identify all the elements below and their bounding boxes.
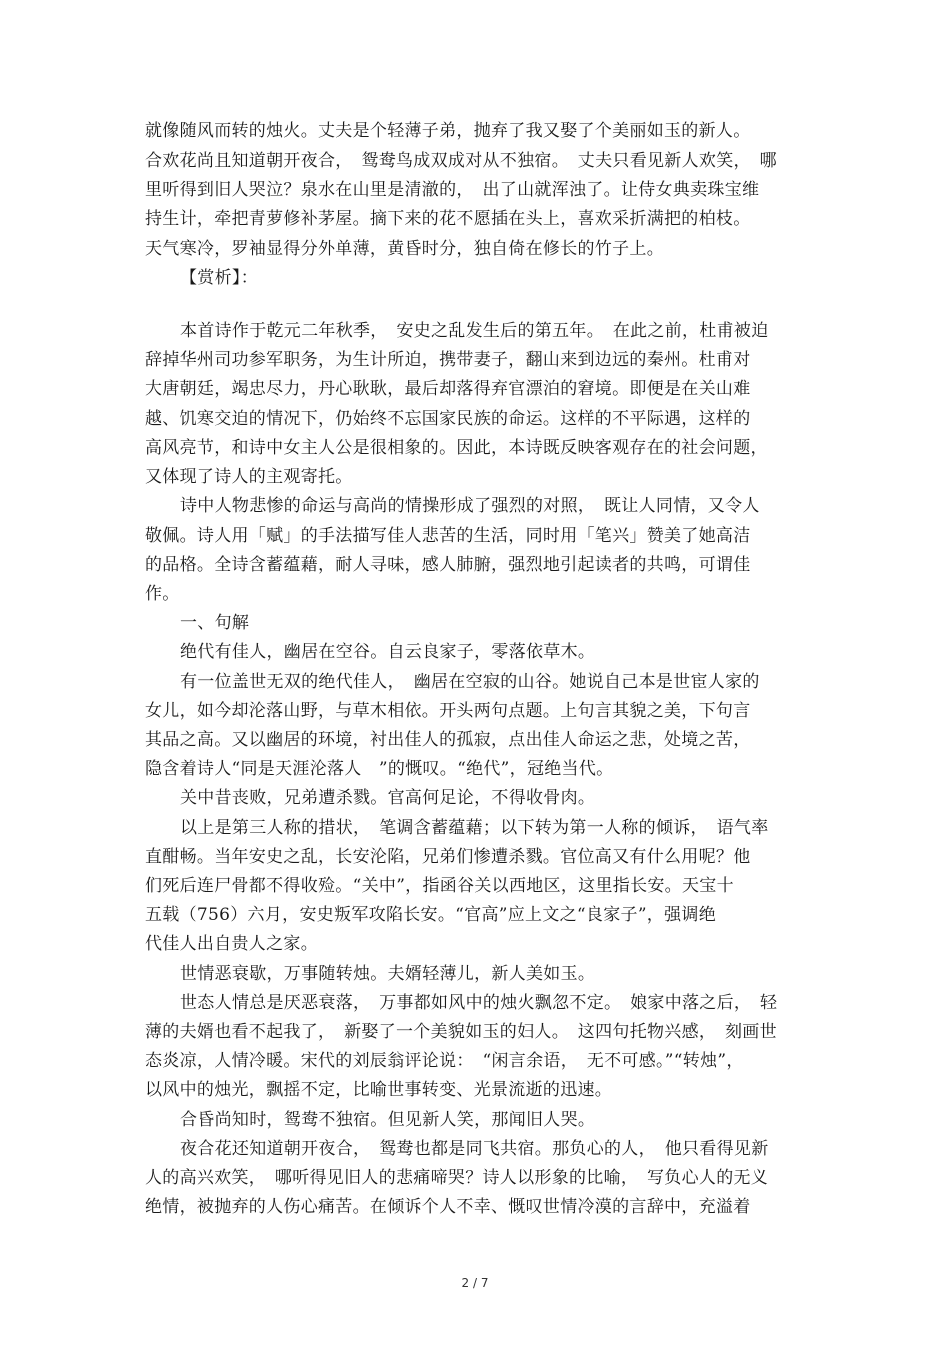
section-heading: 【赏析】： (180, 268, 258, 288)
poem-line: 合昏尚知时，鸳鸯不独宿。但见新人笑，那闻旧人哭。 (180, 1110, 596, 1130)
text-line: 以风中的烛光，飘摇不定，比喻世事转变、光景流逝的迅速。 (145, 1080, 613, 1100)
text-line: 敬佩。诗人用「赋」的手法描写佳人悲苦的生活，同时用「笔兴」赞美了她高洁 (145, 526, 751, 546)
text-line: 们死后连尸骨都不得收殓。“关中”，指函谷关以西地区，这里指长安。天宝十 (145, 876, 734, 896)
section-heading: 一、句解 (180, 613, 250, 633)
text-line: 诗中人物悲惨的命运与高尚的情操形成了强烈的对照， 既让人同情，又令人 (180, 496, 760, 516)
text-line: 世态人情总是厌恶衰落， 万事都如风中的烛火飘忽不定。 娘家中落之后， 轻 (180, 993, 778, 1013)
text-line: 就像随风而转的烛火。丈夫是个轻薄子弟，抛弃了我又娶了个美丽如玉的新人。 (145, 121, 751, 141)
text-line: 其品之高。又以幽居的环境，衬出佳人的孤寂，点出佳人命运之悲，处境之苦， (145, 730, 751, 750)
text-line: 绝情，被抛弃的人伤心痛苦。在倾诉个人不幸、慨叹世情冷漠的言辞中，充溢着 (145, 1197, 751, 1217)
text-line: 隐含着诗人“同是天涯沦落人 ”的慨叹。“绝代”，冠绝当代。 (145, 759, 614, 779)
text-line: 高风亮节，和诗中女主人公是很相象的。因此，本诗既反映客观存在的社会问题， (145, 438, 768, 458)
text-line: 合欢花尚且知道朝开夜合， 鸳鸯鸟成双成对从不独宿。 丈夫只看见新人欢笑， 哪 (145, 151, 777, 171)
text-line: 越、饥寒交迫的情况下，仍始终不忘国家民族的命运。这样的不平际遇，这样的 (145, 409, 751, 429)
text-line: 的品格。全诗含蓄蕴藉，耐人寻味，感人肺腑，强烈地引起读者的共鸣，可谓佳 (145, 555, 751, 575)
text-line: 女儿，如今却沦落山野，与草木相依。开头两句点题。上句言其貌之美，下句言 (145, 701, 751, 721)
text-line: 薄的夫婿也看不起我了， 新娶了一个美貌如玉的妇人。 这四句托物兴感， 刻画世 (145, 1022, 777, 1042)
poem-line: 世情恶衰歇，万事随转烛。夫婿轻薄儿，新人美如玉。 (180, 964, 596, 984)
text-line: 大唐朝廷，竭忠尽力，丹心耿耿，最后却落得弃官漂泊的窘境。即便是在关山难 (145, 379, 751, 399)
text-line: 里听得到旧人哭泣？泉水在山里是清澈的， 出了山就浑浊了。让侍女典卖珠宝维 (145, 180, 760, 200)
text-line: 持生计，牵把青萝修补茅屋。摘下来的花不愿插在头上，喜欢采折满把的柏枝。 (145, 209, 751, 229)
text-line: 直酣畅。当年安史之乱，长安沦陷，兄弟们惨遭杀戮。官位高又有什么用呢？他 (145, 847, 751, 867)
text-line: 辞掉华州司功参军职务，为生计所迫，携带妻子，翻山来到边远的秦州。杜甫对 (145, 350, 751, 370)
text-line: 天气寒冷，罗袖显得分外单薄，黄昏时分，独自倚在修长的竹子上。 (145, 239, 664, 259)
page-number: 2 / 7 (461, 1276, 489, 1290)
text-line: 作。 (145, 584, 180, 604)
poem-line: 绝代有佳人，幽居在空谷。自云良家子，零落依草木。 (180, 642, 596, 662)
text-line: 夜合花还知道朝开夜合， 鸳鸯也都是同飞共宿。那负心的人， 他只看得见新 (180, 1139, 769, 1159)
text-line: 又体现了诗人的主观寄托。 (145, 467, 353, 487)
text-line: 代佳人出自贵人之家。 (145, 934, 318, 954)
text-line: 以上是第三人称的措状， 笔调含蓄蕴藉；以下转为第一人称的倾诉， 语气率 (180, 818, 769, 838)
poem-line: 关中昔丧败，兄弟遭杀戮。官高何足论，不得收骨肉。 (180, 788, 596, 808)
text-line: 本首诗作于乾元二年秋季， 安史之乱发生后的第五年。 在此之前，杜甫被迫 (180, 321, 769, 341)
text-line: 态炎凉，人情冷暖。宋代的刘辰翁评论说： “闲言余语， 无不可感。”“转烛”， (145, 1051, 744, 1071)
text-line: 人的高兴欢笑， 哪听得见旧人的悲痛啼哭？诗人以形象的比喻， 写负心人的无义 (145, 1168, 769, 1188)
text-line: 有一位盖世无双的绝代佳人， 幽居在空寂的山谷。她说自己本是世宦人家的 (180, 672, 760, 692)
text-line: 五载（756）六月，安史叛军攻陷长安。“官高”应上文之“良家子”，强调绝 (145, 905, 717, 925)
